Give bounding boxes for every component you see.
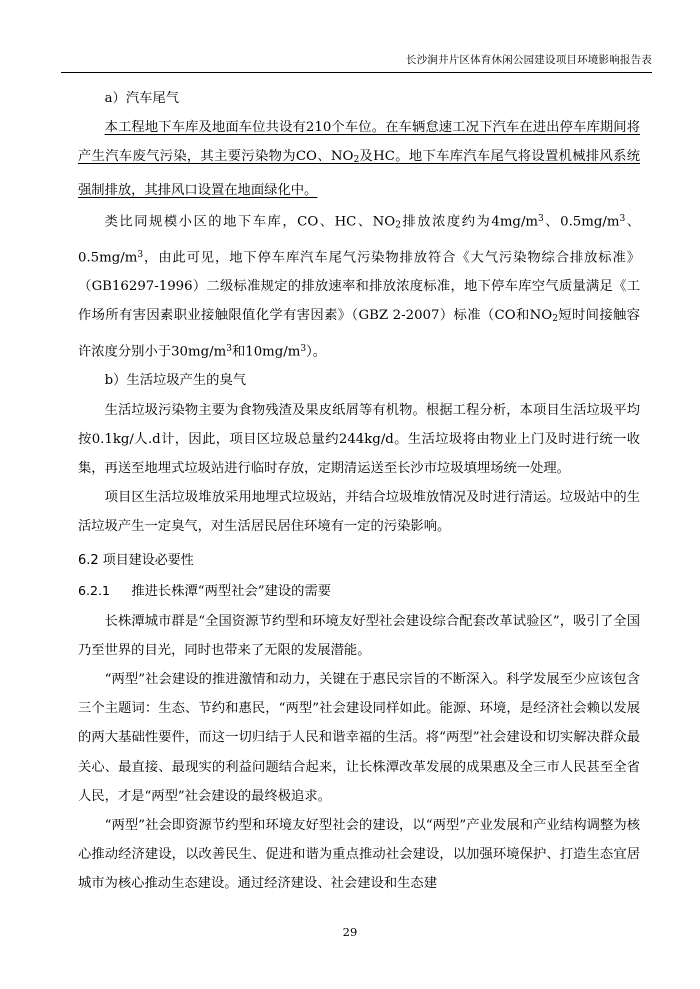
- text-fragment: 个车位。在车辆怠速工况下汽车在进出停车库期间将产生汽车废气污染，其主要污染物为: [78, 120, 641, 165]
- text-fragment: 本工程地下车库及地面车位共设有: [104, 120, 306, 136]
- pollutant-no2: NO: [529, 308, 553, 324]
- heading-vehicle-exhaust: a）汽车尾气: [104, 91, 180, 106]
- concentration-value: 4mg/m: [491, 214, 539, 230]
- standard-code-gb: GB16297-1996: [91, 279, 193, 295]
- text-fragment: 、: [316, 149, 331, 165]
- paragraph-garbage-2: 项目区生活垃圾堆放采用地埋式垃圾站，并结合垃圾堆放情况及时进行清运。垃圾站中的生活垃圾产生一定臭气，对生活居民居住环境有一定的污染影响。: [78, 490, 640, 535]
- per-capita-garbage-rate: 0.1kg/人.d: [91, 431, 161, 447]
- paragraph-vehicle-exhaust-2: [78, 205, 640, 367]
- text-fragment: ，由此可见，地下停车库汽车尾气污染物排放符合《大气污染物综合排放标准》（: [78, 250, 640, 295]
- superscript: 3: [300, 343, 307, 354]
- superscript: 3: [137, 249, 144, 260]
- subscript: 2: [353, 155, 360, 166]
- text-fragment: ）标准（: [439, 308, 495, 324]
- subscript: 2: [552, 314, 558, 325]
- superscript: 3: [619, 213, 626, 224]
- text-fragment: 、: [625, 214, 641, 230]
- text-fragment: 、: [318, 214, 335, 230]
- section-heading-6-2: 6.2 项目建设必要性: [78, 552, 194, 568]
- text-fragment: 和: [515, 308, 530, 324]
- paragraph-garbage-1: [78, 396, 640, 484]
- text-fragment: ）。: [306, 344, 327, 360]
- parking-space-count: 210: [305, 120, 332, 136]
- pollutant-co: CO: [297, 214, 319, 230]
- concentration-value: 0.5mg/m: [560, 214, 620, 230]
- text-fragment: 、: [543, 214, 561, 230]
- page-number: 29: [342, 925, 358, 939]
- section-title-text: 推进长株潭“两型社会”建设的需要: [131, 583, 332, 599]
- pollutant-co: CO: [295, 149, 317, 165]
- text-fragment: 及: [359, 149, 374, 165]
- section-number: 6.2.1: [78, 582, 111, 598]
- text-fragment: ）二级标准规定的排放速率和排放浓度标准，地下停车库空气质量满足《工作场所有害因素职业接触限值化学有害因素》（: [78, 279, 641, 324]
- text-fragment: 和: [231, 344, 246, 360]
- text-fragment: 。生活垃圾将由物业上门及时进行统一收集，再送至地埋式垃圾站进行临时存放，定期清运送至长沙市垃圾填埋场统一处理。: [78, 431, 641, 476]
- superscript: 3: [226, 343, 232, 354]
- heading-garbage-odor: b）生活垃圾产生的臭气: [104, 373, 247, 389]
- pollutant-no2: NO: [372, 214, 396, 230]
- text-fragment: 。地下车库汽车尾气将设置机械排风系统强制排放，其排风口设置在地面绿化中。: [78, 149, 641, 198]
- subscript: 2: [395, 220, 401, 231]
- text-fragment: 短时间接触容许浓度分别小于: [78, 308, 640, 360]
- page-header: 长沙涧井片区体育休闲公园建设项目环境影响报告表: [405, 54, 652, 66]
- concentration-value: 0.5mg/m: [78, 250, 138, 266]
- page-content: [78, 84, 640, 899]
- text-fragment: 计，因此，项目区垃圾总量约: [160, 431, 339, 447]
- pollutant-no2: NO: [330, 149, 354, 165]
- text-fragment: 排放浓度约为: [400, 214, 492, 230]
- text-fragment: 生活垃圾污染物主要为食物残渣及果皮纸屑等有机物。根据工程分析，本项目生活垃圾平均按: [78, 402, 640, 447]
- total-garbage-amount: 244kg/d: [338, 431, 394, 447]
- limit-value: 30mg/m: [171, 344, 227, 360]
- paragraph-necessity-2: “两型”社会建设的推进激情和动力，关键在于惠民宗旨的不断深入。科学发展至少应该包含三个主题词：生态、节约和惠民，“两型”社会建设同样如此。能源、环境，是经济社会赖以发展的两大基础性要件，而这一切归结于人民和谐幸福的生活。将“两型”社会建设和切实解决群众最关心、最直接、最现实的利益问题结合起来，让长株潭改革发展的成果惠及全三市人民甚至全省人民，才是“两型”社会建设的最终极追求。: [78, 671, 640, 804]
- pollutant-hc: HC: [334, 214, 357, 230]
- paragraph-necessity-1: 长株潭城市群是“全国资源节约型和环境友好型社会建设综合配套改革试验区”，吸引了全国乃至世界的目光，同时也带来了无限的发展潜能。: [78, 613, 640, 658]
- superscript: 3: [538, 213, 544, 224]
- header-divider: [61, 72, 652, 73]
- text-fragment: 、: [356, 214, 373, 230]
- pollutant-co: CO: [494, 308, 516, 324]
- pollutant-hc: HC: [373, 149, 395, 165]
- limit-value: 10mg/m: [245, 344, 301, 360]
- standard-code-gbz: GBZ 2-2007: [358, 308, 440, 324]
- section-heading-6-2-1: [78, 576, 640, 607]
- text-fragment: 类比同规模小区的地下车库，: [104, 214, 298, 230]
- paragraph-necessity-3: “两型”社会即资源节约型和环境友好型社会的建设，以“两型”产业发展和产业结构调整为核心推动经济建设，以改善民生、促进和谐为重点推动社会建设，以加强环境保护、打造生态宜居城市为核心推动生态建设。通过经济建设、社会建设和生态建: [78, 817, 640, 892]
- paragraph-vehicle-exhaust-1: [78, 113, 640, 205]
